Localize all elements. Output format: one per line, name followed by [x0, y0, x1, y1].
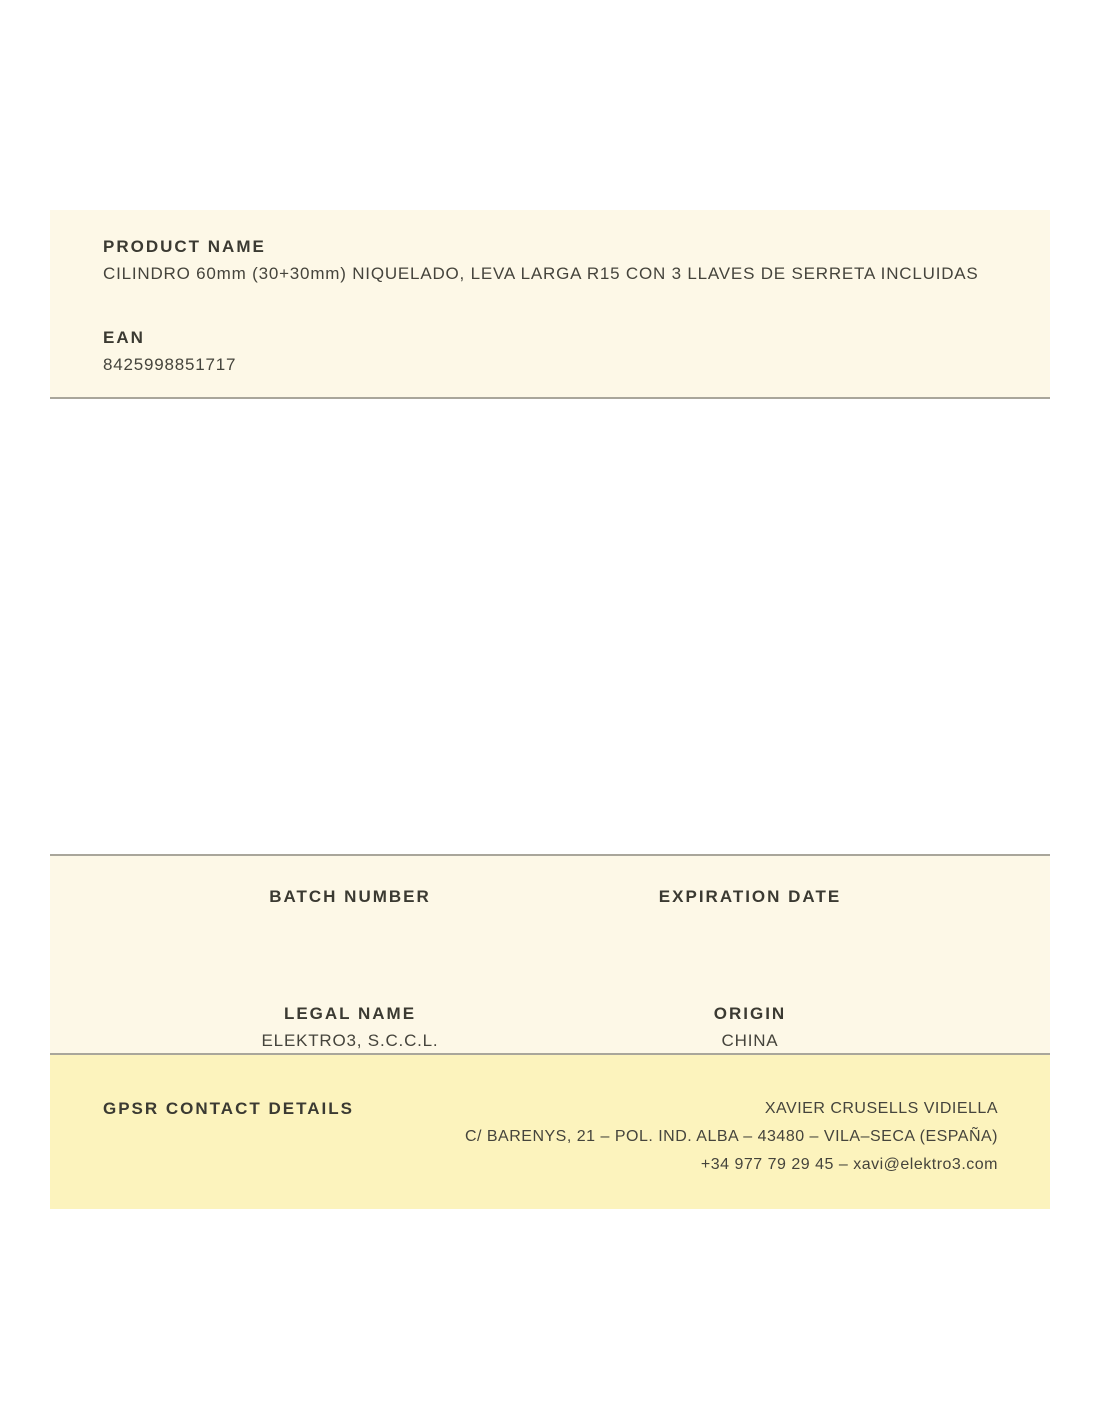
batch-number-cell — [150, 888, 550, 933]
product-section — [50, 210, 1050, 399]
legal-name-label: LEGAL NAME — [283, 1004, 417, 1023]
batch-grid — [150, 888, 950, 1050]
expiration-date-value — [550, 915, 950, 933]
gpsr-contact-label: GPSR CONTACT DETAILS — [103, 1099, 354, 1118]
origin-cell — [550, 1005, 950, 1050]
ean-label: EAN — [103, 328, 145, 347]
gpsr-contact-block — [465, 1095, 998, 1179]
gpsr-section — [50, 1055, 1050, 1209]
expiration-date-label: EXPIRATION DATE — [658, 887, 842, 906]
gpsr-contact-phone-email: +34 977 79 29 45 – xavi@elektro3.com — [700, 1156, 998, 1173]
legal-name-cell — [150, 1005, 550, 1050]
gpsr-contact-name: XAVIER CRUSELLS VIDIELLA — [764, 1100, 998, 1117]
product-name-value: CILINDRO 60mm (30+30mm) NIQUELADO, LEVA LARGA R15 CON 3 LLAVES DE SERRETA INCLUIDAS — [103, 264, 979, 283]
origin-label: ORIGIN — [713, 1004, 787, 1023]
batch-number-label: BATCH NUMBER — [269, 887, 431, 906]
gpsr-contact-address: C/ BARENYS, 21 – POL. IND. ALBA – 43480 – VILA–SECA (ESPAÑA) — [464, 1128, 998, 1145]
batch-number-value — [150, 915, 550, 933]
batch-section — [50, 854, 1050, 1055]
ean-value: 8425998851717 — [103, 355, 237, 374]
origin-value: CHINA — [721, 1031, 779, 1050]
legal-name-value: ELEKTRO3, S.C.C.L. — [261, 1031, 439, 1050]
product-name-label: PRODUCT NAME — [103, 237, 266, 256]
expiration-date-cell — [550, 888, 950, 933]
